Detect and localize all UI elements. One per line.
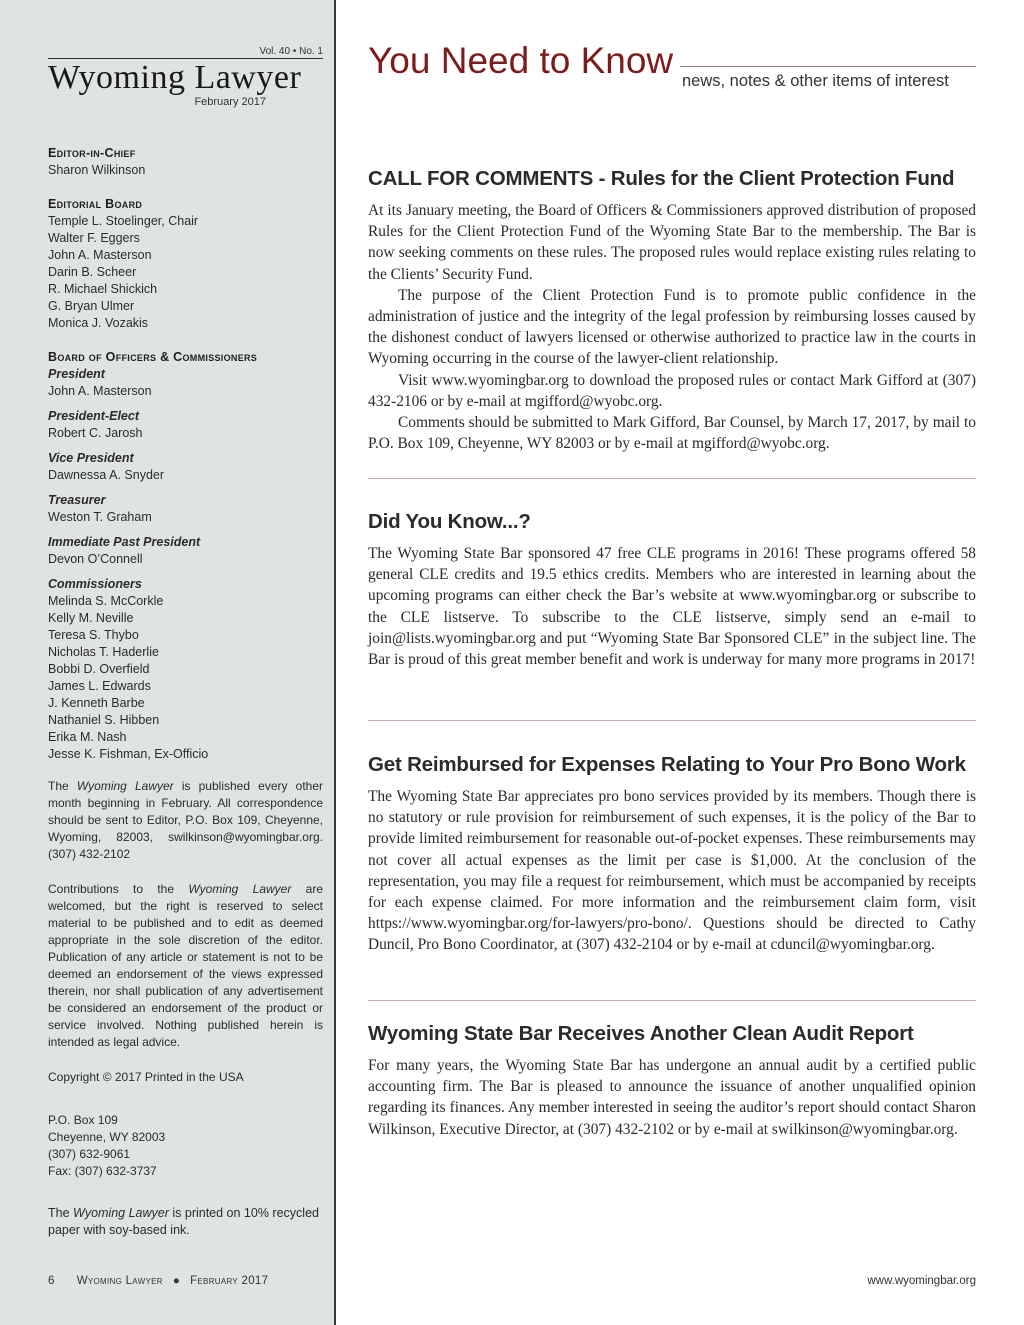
commissioner: J. Kenneth Barbe <box>48 696 145 710</box>
officer-role: Immediate Past President <box>48 535 201 549</box>
officer-role: Vice President <box>48 451 134 465</box>
article-paragraph: For many years, the Wyoming State Bar has undergone an annual audit by a certified public accounting firm. The Bar is pleased to announce the issuance of another unqualified opinion regarding its finances. Any member interested in seeing the auditor’s report should contact Sharon Wilkinson, Executive Director, at (307) 432-2102 or by e-mail at swilkinson@wyomingbar.org. <box>368 1057 976 1138</box>
article-pro-bono-reimbursement <box>368 753 976 956</box>
article-title: Wyoming State Bar Receives Another Clean Audit Report <box>368 1022 914 1045</box>
commissioner: James L. Edwards <box>48 679 151 693</box>
article-paragraph: At its January meeting, the Board of Officers & Commissioners approved distribution of proposed Rules for the Client Protection Fund of the Wyoming State Bar to the membership. The Bar is now seeking comments on these rules. The proposed rules would replace existing rules relating to the Clients’ Security Fund. <box>368 202 976 283</box>
board-member: John A. Masterson <box>48 248 152 262</box>
commissioner: Nathaniel S. Hibben <box>48 713 160 727</box>
article-paragraph: Visit www.wyomingbar.org to download the proposed rules or contact Mark Gifford at (307) 432-2106 or by e-mail at mgifford@wyobc.org. <box>368 371 976 410</box>
article-paragraph: Comments should be submitted to Mark Gifford, Bar Counsel, by March 17, 2017, by mail to P.O. Box 109, Cheyenne, WY 82003 or by e-mail at mgifford@wyobc.org. <box>368 414 976 453</box>
officer-name: Weston T. Graham <box>48 510 152 524</box>
contributions-notice <box>48 881 323 1051</box>
officers-section <box>48 349 326 763</box>
editor-name: Sharon Wilkinson <box>48 163 146 177</box>
publication-notice <box>48 778 323 863</box>
editorial-board-heading: Editorial Board <box>48 197 143 211</box>
board-member: Walter F. Eggers <box>48 231 140 245</box>
article-title: Did You Know...? <box>368 510 531 533</box>
issue-date: February 2017 <box>194 96 266 108</box>
notice-text: are welcomed, but the right is reserved to select material to be published and to edit as deemed appropriate in the sole discretion of the editor. Publication of any article or statement is not to be deemed an endorsement of the views expressed therein, nor shall publication of any advertisement be considered an endorsement of the product or service involved. Nothing published herein is intended as legal advice. <box>48 882 323 1049</box>
page-number: 6 <box>48 1275 55 1287</box>
editorial-board-section <box>48 196 326 332</box>
volume-number: Vol. 40 • No. 1 <box>259 46 323 57</box>
notice-text: The <box>48 1206 74 1220</box>
notice-text: is published every other month beginning in February. All correspondence should be sent to Editor, P.O. Box 109, Cheyenne, Wyoming, 82003, swilkinson@wyomingbar.org. (307) 432-2102 <box>48 779 323 861</box>
commissioner: Bobbi D. Overfield <box>48 662 150 676</box>
notice-magazine-name: Wyoming Lawyer <box>76 779 174 793</box>
notice-magazine-name: Wyoming Lawyer <box>73 1206 169 1220</box>
notice-text: Contributions to the <box>48 882 189 896</box>
officer-name: John A. Masterson <box>48 384 152 398</box>
address-line: Fax: (307) 632-3737 <box>48 1164 157 1178</box>
article-title: Get Reimbursed for Expenses Relating to Your Pro Bono Work <box>368 753 966 776</box>
address-line: P.O. Box 109 <box>48 1113 118 1127</box>
commissioner: Jesse K. Fishman, Ex-Officio <box>48 747 209 761</box>
officer-role: President <box>48 367 105 381</box>
commissioners-heading: Commissioners <box>48 577 142 591</box>
page-footer <box>48 1275 268 1287</box>
magazine-title: Wyoming Lawyer <box>48 58 323 95</box>
article-did-you-know <box>368 510 976 670</box>
officers-heading: Board of Officers & Commissioners <box>48 350 258 364</box>
article-paragraph: The purpose of the Client Protection Fund is to promote public confidence in the administration of justice and the integrity of the legal profession by reimbursing losses caused by the dishonest conduct of lawyers licensed or otherwise authorized to practice law in the courts in Wyoming occurring in the course of the lawyer-client relationship. <box>368 286 976 368</box>
officer-name: Dawnessa A. Snyder <box>48 468 165 482</box>
officer-name: Robert C. Jarosh <box>48 426 143 440</box>
notice-text: The <box>48 779 77 793</box>
article-divider <box>368 1000 976 1001</box>
editor-section <box>48 145 326 179</box>
mailing-address <box>48 1112 326 1180</box>
officer-role: President-Elect <box>48 409 140 423</box>
article-client-protection-fund <box>368 167 976 454</box>
footer-bullet: ● <box>172 1275 181 1287</box>
article-divider <box>368 720 976 721</box>
section-title: You Need to Know <box>368 40 674 81</box>
header-rule <box>680 66 976 67</box>
address-line: (307) 632-9061 <box>48 1147 131 1161</box>
commissioner: Teresa S. Thybo <box>48 628 139 642</box>
commissioner: Nicholas T. Haderlie <box>48 645 159 659</box>
editor-heading: Editor-in-Chief <box>48 146 136 160</box>
commissioner: Melinda S. McCorkle <box>48 594 164 608</box>
article-divider <box>368 478 976 479</box>
article-title: CALL FOR COMMENTS - Rules for the Client Protection Fund <box>368 167 955 190</box>
officer-name: Devon O’Connell <box>48 552 143 566</box>
section-subtitle: news, notes & other items of interest <box>682 72 949 90</box>
commissioner: Kelly M. Neville <box>48 611 134 625</box>
copyright-notice: Copyright © 2017 Printed in the USA <box>48 1070 244 1084</box>
recycled-paper-notice <box>48 1205 323 1239</box>
masthead-sidebar <box>0 0 336 1325</box>
notice-text: is printed on 10% recycled paper with soy-based ink. <box>48 1206 319 1237</box>
board-member: Darin B. Scheer <box>48 265 137 279</box>
article-paragraph: The Wyoming State Bar appreciates pro bono services provided by its members. Though there is no statutory or rule provision for reimbursement of such expenses, it is the policy of the Bar to provide limited reimbursement for reasonable out-of-pocket expenses. These reimbursements may not cover all actual expenses as the limit per case is $1,000. At the conclusion of the representation, you may file a request for reimbursement, which must be accompanied by receipts for each expense claimed. For more information and the reimbursement claim form, visit https://www.wyomingbar.org/for-lawyers/pro-bono/. Questions should be directed to Cathy Duncil, Pro Bono Coordinator, at (307) 432-2104 or by e-mail at cduncil@wyomingbar.org. <box>368 788 976 954</box>
footer-website: www.wyomingbar.org <box>867 1275 976 1287</box>
board-member: R. Michael Shickich <box>48 282 158 296</box>
commissioner: Erika M. Nash <box>48 730 127 744</box>
officer-role: Treasurer <box>48 493 106 507</box>
footer-issue: February 2017 <box>190 1275 269 1287</box>
board-member: Temple L. Stoelinger, Chair <box>48 214 199 228</box>
article-clean-audit <box>368 1022 976 1140</box>
board-member: G. Bryan Ulmer <box>48 299 135 313</box>
article-paragraph: The Wyoming State Bar sponsored 47 free CLE programs in 2016! These programs offered 58 general CLE credits and 19.5 ethics credits. Members who are interested in learning about the upcoming programs can either check the Bar’s website at www.wyomingbar.org or subscribe to the CLE listserve. To subscribe to the CLE listserve, simply send an e-mail to join@lists.wyomingbar.org and put “Wyoming State Bar Sponsored CLE” in the subject line. The Bar is proud of this great member benefit and work is underway for many more programs in 2017! <box>368 545 976 669</box>
address-line: Cheyenne, WY 82003 <box>48 1130 166 1144</box>
notice-magazine-name: Wyoming Lawyer <box>188 882 292 896</box>
footer-publication: Wyoming Lawyer <box>76 1275 163 1287</box>
board-member: Monica J. Vozakis <box>48 316 149 330</box>
